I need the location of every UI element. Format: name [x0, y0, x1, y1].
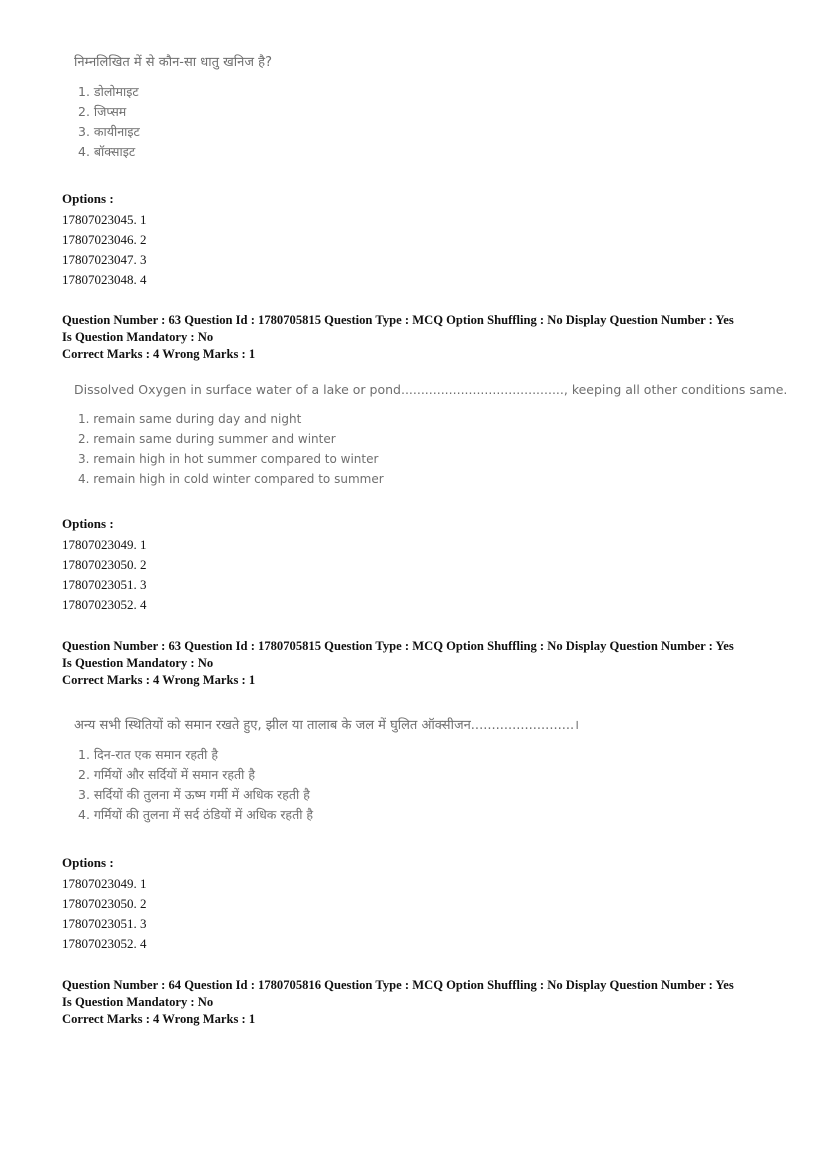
choice-4: 4. गर्मियों की तुलना में सर्द ठंडियों में अधिक रहती है [78, 807, 314, 822]
question-choices [74, 82, 272, 162]
options-heading: Options : [62, 191, 114, 206]
options-heading: Options : [62, 855, 114, 870]
option-id-row: 17807023052. 4 [62, 936, 147, 951]
choice-3: 3. remain high in hot summer compared to winter [78, 452, 379, 466]
question-image-q63-english [74, 381, 787, 489]
option-id-row: 17807023050. 2 [62, 896, 147, 911]
choice-3: 3. कायीनाइट [78, 124, 140, 139]
option-id-row: 17807023046. 2 [62, 232, 147, 247]
options-block-q63-hindi [62, 854, 147, 954]
option-id-row: 17807023049. 1 [62, 876, 147, 891]
option-id-row: 17807023051. 3 [62, 916, 147, 931]
option-id-row: 17807023052. 4 [62, 597, 147, 612]
options-block-q63-english [62, 515, 147, 615]
choice-4: 4. बॉक्साइट [78, 144, 136, 159]
question-stem: अन्य सभी स्थितियों को समान रखते हुए, झील या तालाब के जल में घुलित ऑक्सीजन.........................। [74, 718, 580, 733]
options-block-q62 [62, 190, 147, 290]
question-meta-line: Question Number : 63 Question Id : 1780705815 Question Type : MCQ Option Shuffling : No Display Question Number : Yes [62, 313, 734, 327]
question-stem: Dissolved Oxygen in surface water of a lake or pond........................................., keeping all other conditions same. [74, 382, 788, 397]
question-stem: निम्नलिखित में से कौन-सा धातु खनिज है? [74, 55, 272, 70]
option-id-row: 17807023045. 1 [62, 212, 147, 227]
marks-line: Correct Marks : 4 Wrong Marks : 1 [62, 673, 256, 687]
question-choices [74, 745, 579, 825]
choice-3: 3. सर्दियों की तुलना में ऊष्म गर्मी में अधिक रहती है [78, 787, 310, 802]
choice-4: 4. remain high in cold winter compared to summer [78, 472, 384, 486]
choice-1: 1. remain same during day and night [78, 412, 302, 426]
option-id-row: 17807023048. 4 [62, 272, 147, 287]
question-meta-line: Question Number : 64 Question Id : 1780705816 Question Type : MCQ Option Shuffling : No Display Question Number : Yes [62, 978, 734, 992]
marks-line: Correct Marks : 4 Wrong Marks : 1 [62, 1012, 256, 1026]
option-id-row: 17807023047. 3 [62, 252, 147, 267]
mandatory-line: Is Question Mandatory : No [62, 330, 214, 344]
mandatory-line: Is Question Mandatory : No [62, 995, 214, 1009]
question-meta-q64 [62, 977, 774, 1028]
option-id-row: 17807023049. 1 [62, 537, 147, 552]
option-id-row: 17807023051. 3 [62, 577, 147, 592]
choice-2: 2. remain same during summer and winter [78, 432, 336, 446]
options-heading: Options : [62, 516, 114, 531]
question-image-q62-hindi [74, 54, 272, 162]
mandatory-line: Is Question Mandatory : No [62, 656, 214, 670]
question-meta-q63-english [62, 312, 774, 363]
choice-1: 1. दिन-रात एक समान रहती है [78, 747, 218, 762]
choice-1: 1. डोलोमाइट [78, 84, 139, 99]
question-meta-q63-hindi [62, 638, 774, 689]
option-id-row: 17807023050. 2 [62, 557, 147, 572]
question-image-q63-hindi [74, 717, 579, 825]
choice-2: 2. गर्मियों और सर्दियों में समान रहती है [78, 767, 256, 782]
marks-line: Correct Marks : 4 Wrong Marks : 1 [62, 347, 256, 361]
question-choices [74, 409, 787, 489]
choice-2: 2. जिप्सम [78, 104, 127, 119]
question-meta-line: Question Number : 63 Question Id : 1780705815 Question Type : MCQ Option Shuffling : No Display Question Number : Yes [62, 639, 734, 653]
